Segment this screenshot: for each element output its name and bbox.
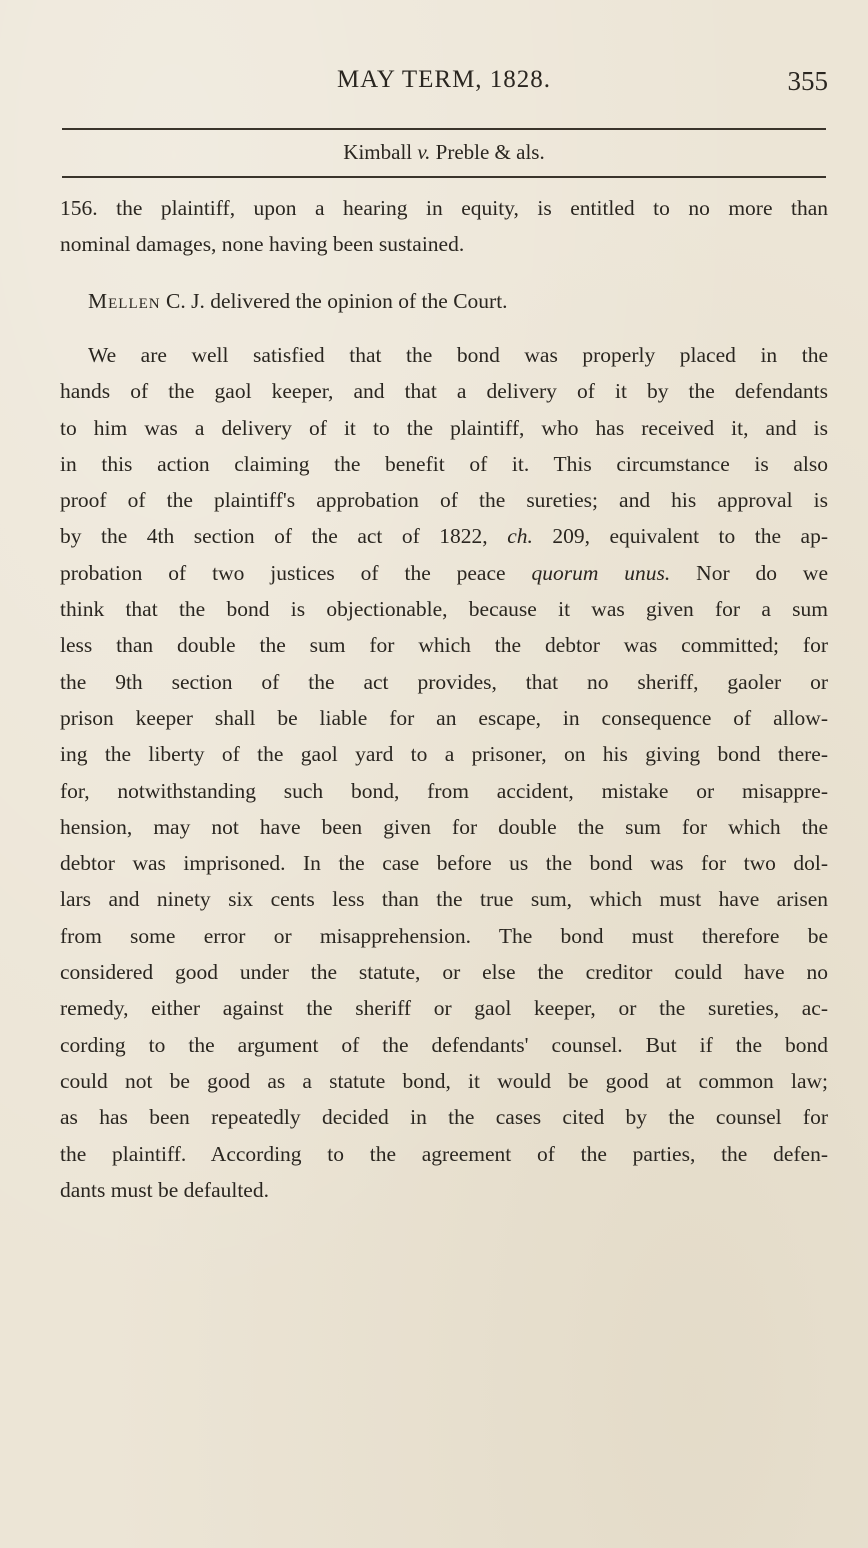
text-line: remedy, either against the sheriff or gaol keeper, or the sureties, ac- [60,996,828,1021]
text-line: dants must be defaulted. [60,1177,269,1202]
text-segment: 209, equivalent to the ap- [532,524,828,549]
text-segment: probation of two justices of the peace [60,560,532,585]
text-line: prison keeper shall be liable for an escape, in consequence of allow- [60,705,828,730]
text-line: hension, may not have been given for double the sum for which the [60,814,828,839]
text-line: for, notwithstanding such bond, from accident, mistake or misappre- [60,778,828,803]
text-line [60,518,828,554]
text-line: from some error or misapprehension. The bond must therefore be [60,923,828,948]
text-line: could not be good as a statute bond, it would be good at common law; [60,1068,828,1093]
text-line: proof of the plaintiff's approbation of the sureties; and his approval is [60,488,828,513]
text-line: ing the liberty of the gaol yard to a prisoner, on his giving bond there- [60,742,828,767]
text-line: to him was a delivery of it to the plaintiff, who has received it, and is [60,415,828,440]
continuation-paragraph [60,190,828,263]
page-number: 355 [787,66,828,96]
header-rule-bottom [62,176,826,178]
case-title-plaintiff: Kimball [343,140,413,164]
text-line: lars and ninety six cents less than the true sum, which must have arisen [60,887,828,912]
opinion-intro [88,283,828,319]
text-line: cording to the argument of the defendants' counsel. But if the bond [60,1032,828,1057]
case-title-defendants: Preble & als. [435,140,545,164]
text-segment-italic: ch. [507,524,533,549]
text-segment: by the 4th section of the act of 1822, [60,524,508,549]
judge-name: Mellen [88,289,161,313]
text-line: hands of the gaol keeper, and that a delivery of it by the defendants [60,379,828,404]
text-line [60,555,828,591]
text-line: less than double the sum for which the debtor was committed; for [60,633,828,658]
case-title-versus: v. [417,140,431,164]
text-line: We are well satisfied that the bond was properly placed in the [88,343,828,367]
case-title [62,140,826,165]
running-title: MAY TERM, 1828. [336,66,552,93]
opinion-intro-text: C. J. delivered the opinion of the Court. [160,289,508,313]
text-line: 156. the plaintiff, upon a hearing in equity, is entitled to no more than [60,196,828,220]
text-segment: Nor do we [670,560,828,585]
text-line: nominal damages, none having been sustained. [60,232,465,257]
text-segment-italic: quorum unus. [531,560,671,585]
running-head [60,62,828,102]
header-rule-top [62,128,826,130]
text-line: the 9th section of the act provides, that no sheriff, gaoler or [60,669,828,694]
opinion-paragraph [60,337,828,1208]
text-line: think that the bond is objectionable, because it was given for a sum [60,597,828,622]
text-line: debtor was imprisoned. In the case before us the bond was for two dol- [60,851,828,876]
text-line: as has been repeatedly decided in the cases cited by the counsel for [60,1105,828,1130]
text-line: in this action claiming the benefit of it. This circumstance is also [60,451,828,476]
text-line: considered good under the statute, or else the creditor could have no [60,960,828,985]
text-line: the plaintiff. According to the agreement of the parties, the defen- [60,1141,828,1166]
